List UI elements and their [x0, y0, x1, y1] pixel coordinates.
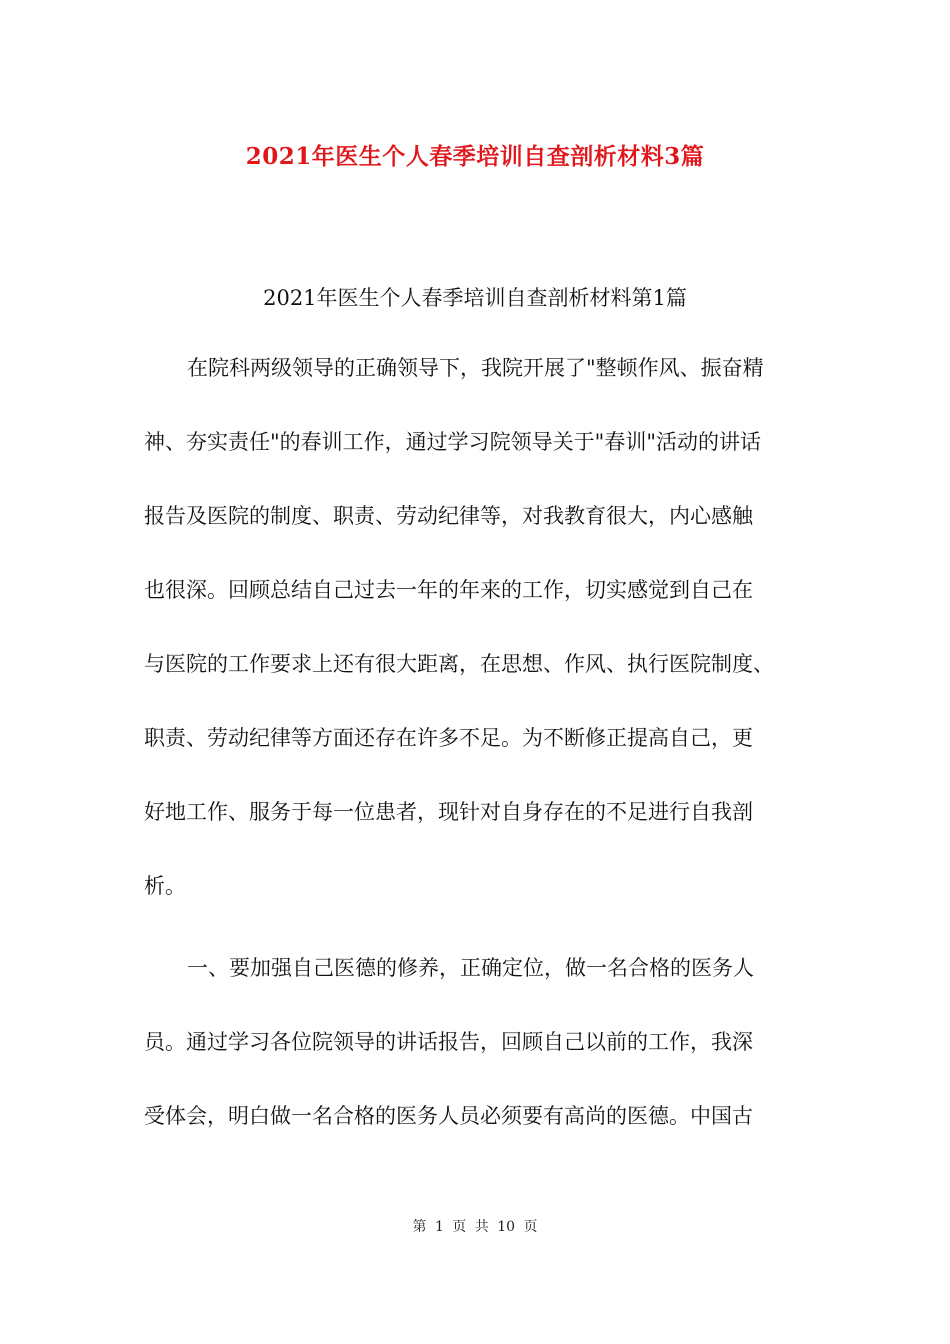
section-heading: 2021年医生个人春季培训自查剖析材料第1篇: [263, 286, 687, 310]
paragraph-line: 一、要加强自己医德的修养，正确定位，做一名合格的医务人: [187, 956, 754, 980]
paragraph-line: 职责、劳动纪律等方面还存在许多不足。为不断修正提高自己，更: [144, 726, 753, 750]
paragraph-line: 也很深。回顾总结自己过去一年的年来的工作，切实感觉到自己在: [144, 578, 753, 602]
paragraph-line: 神、夯实责任"的春训工作，通过学习院领导关于"春训"活动的讲话: [144, 430, 761, 454]
paragraph-2: [144, 931, 809, 1153]
paragraph-line: 好地工作、服务于每一位患者，现针对自身存在的不足进行自我剖: [144, 800, 753, 824]
paragraph-line: 在院科两级领导的正确领导下，我院开展了"整顿作风、振奋精: [187, 356, 764, 380]
paragraph-1: [144, 331, 809, 923]
paragraph-line: 报告及医院的制度、职责、劳动纪律等，对我教育很大，内心感触: [144, 504, 753, 528]
paragraph-line: 受体会，明白做一名合格的医务人员必须要有高尚的医德。中国古: [144, 1104, 753, 1128]
paragraph-line: 析。: [144, 874, 186, 898]
page-number-footer: 第 1 页 共 10 页: [412, 1219, 538, 1235]
paragraph-line: 员。通过学习各位院领导的讲话报告，回顾自己以前的工作，我深: [144, 1030, 753, 1054]
document-title: 2021年医生个人春季培训自查剖析材料3篇: [245, 143, 705, 170]
paragraph-line: 与医院的工作要求上还有很大距离，在思想、作风、执行医院制度、: [144, 652, 774, 676]
